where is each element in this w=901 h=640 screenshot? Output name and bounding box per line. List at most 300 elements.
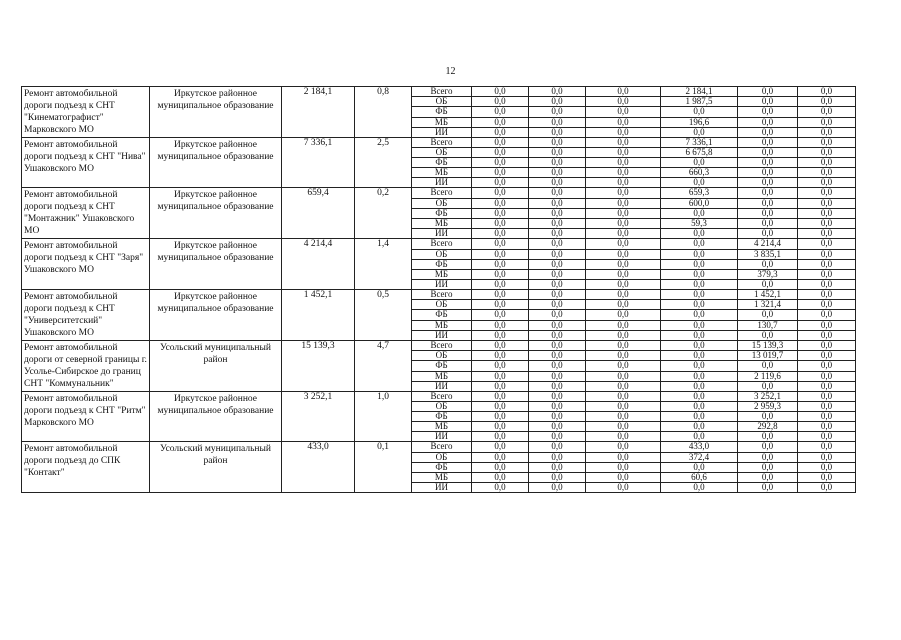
amount-cell: 0,0 xyxy=(798,269,856,279)
amount-cell: 0,0 xyxy=(738,482,798,492)
amount-cell: 0,0 xyxy=(472,269,529,279)
amount-cell: 0,0 xyxy=(586,371,661,381)
table-row xyxy=(22,239,856,249)
project-name: Ремонт автомобильной дороги подъезд к СНТ "Нива" Ушаковского МО xyxy=(22,138,150,188)
amount-cell: 60,6 xyxy=(661,472,738,482)
amount-cell: 0,0 xyxy=(586,97,661,107)
amount-cell: 0,0 xyxy=(738,208,798,218)
amount-cell: 3 252,1 xyxy=(738,391,798,401)
amount-cell: 0,0 xyxy=(472,371,529,381)
amount-cell: 0,0 xyxy=(661,208,738,218)
amount-cell: 2 184,1 xyxy=(661,87,738,97)
funding-source: ИИ xyxy=(412,381,472,391)
amount-cell: 0,0 xyxy=(586,259,661,269)
amount-cell: 0,0 xyxy=(586,219,661,229)
amount-cell: 0,0 xyxy=(472,310,529,320)
amount-cell: 0,0 xyxy=(472,462,529,472)
funding-source: МБ xyxy=(412,269,472,279)
amount-cell: 0,0 xyxy=(529,442,586,452)
total-cost: 659,4 xyxy=(282,188,355,239)
amount-cell: 0,0 xyxy=(798,249,856,259)
amount-cell: 0,0 xyxy=(798,340,856,350)
amount-cell: 0,0 xyxy=(738,330,798,340)
amount-cell: 15 139,3 xyxy=(738,340,798,350)
territory: Иркутское районное муниципальное образование xyxy=(150,289,282,340)
amount-cell: 0,0 xyxy=(586,229,661,239)
amount-cell: 0,0 xyxy=(661,371,738,381)
funding-source: МБ xyxy=(412,320,472,330)
territory: Усольский муниципальный район xyxy=(150,340,282,391)
funding-source: ИИ xyxy=(412,330,472,340)
table-row xyxy=(22,340,856,350)
amount-cell: 0,0 xyxy=(661,482,738,492)
funding-source: МБ xyxy=(412,117,472,127)
amount-cell: 0,0 xyxy=(798,422,856,432)
amount-cell: 0,0 xyxy=(529,371,586,381)
funding-source: ФБ xyxy=(412,158,472,168)
amount-cell: 0,0 xyxy=(661,381,738,391)
funding-source: ИИ xyxy=(412,229,472,239)
amount-cell: 0,0 xyxy=(586,422,661,432)
amount-cell: 0,0 xyxy=(738,381,798,391)
amount-cell: 0,0 xyxy=(472,158,529,168)
funding-source: ОБ xyxy=(412,97,472,107)
total-cost: 4 214,4 xyxy=(282,239,355,289)
amount-cell: 0,0 xyxy=(661,259,738,269)
amount-cell: 0,0 xyxy=(798,330,856,340)
amount-cell: 0,0 xyxy=(586,300,661,310)
amount-cell: 0,0 xyxy=(472,107,529,117)
road-length: 4,7 xyxy=(355,340,412,391)
amount-cell: 0,0 xyxy=(586,188,661,198)
funding-source: ИИ xyxy=(412,127,472,137)
amount-cell: 0,0 xyxy=(798,259,856,269)
amount-cell: 0,0 xyxy=(472,127,529,137)
amount-cell: 0,0 xyxy=(738,138,798,148)
amount-cell: 0,0 xyxy=(586,239,661,249)
amount-cell: 0,0 xyxy=(798,117,856,127)
amount-cell: 0,0 xyxy=(661,391,738,401)
amount-cell: 0,0 xyxy=(738,412,798,422)
amount-cell: 0,0 xyxy=(586,442,661,452)
amount-cell: 0,0 xyxy=(738,148,798,158)
amount-cell: 0,0 xyxy=(529,310,586,320)
amount-cell: 0,0 xyxy=(661,289,738,299)
amount-cell: 0,0 xyxy=(798,472,856,482)
amount-cell: 0,0 xyxy=(472,117,529,127)
amount-cell: 0,0 xyxy=(798,279,856,289)
amount-cell: 0,0 xyxy=(798,127,856,137)
amount-cell: 0,0 xyxy=(586,87,661,97)
project-name: Ремонт автомобильной дороги подъезд к СНТ "Заря" Ушаковского МО xyxy=(22,239,150,289)
total-cost: 1 452,1 xyxy=(282,289,355,340)
funding-source: Всего xyxy=(412,391,472,401)
amount-cell: 2 959,3 xyxy=(738,402,798,412)
amount-cell: 0,0 xyxy=(472,340,529,350)
amount-cell: 0,0 xyxy=(738,432,798,442)
amount-cell: 0,0 xyxy=(472,168,529,178)
amount-cell: 0,0 xyxy=(472,229,529,239)
amount-cell: 433,0 xyxy=(661,442,738,452)
amount-cell: 0,0 xyxy=(738,178,798,188)
funding-source: ОБ xyxy=(412,402,472,412)
territory: Иркутское районное муниципальное образование xyxy=(150,391,282,441)
funding-source: МБ xyxy=(412,422,472,432)
funding-source: ИИ xyxy=(412,432,472,442)
amount-cell: 0,0 xyxy=(661,269,738,279)
amount-cell: 0,0 xyxy=(529,289,586,299)
funding-source: Всего xyxy=(412,138,472,148)
table-row xyxy=(22,391,856,401)
amount-cell: 0,0 xyxy=(798,381,856,391)
road-length: 1,4 xyxy=(355,239,412,289)
funding-source: ФБ xyxy=(412,208,472,218)
amount-cell: 0,0 xyxy=(586,402,661,412)
amount-cell: 0,0 xyxy=(586,452,661,462)
amount-cell: 0,0 xyxy=(586,289,661,299)
funding-source: Всего xyxy=(412,289,472,299)
amount-cell: 0,0 xyxy=(738,310,798,320)
territory: Иркутское районное муниципальное образование xyxy=(150,239,282,289)
amount-cell: 0,0 xyxy=(798,442,856,452)
total-cost: 433,0 xyxy=(282,442,355,492)
amount-cell: 372,4 xyxy=(661,452,738,462)
amount-cell: 0,0 xyxy=(798,87,856,97)
amount-cell: 4 214,4 xyxy=(738,239,798,249)
amount-cell: 0,0 xyxy=(661,310,738,320)
amount-cell: 0,0 xyxy=(661,330,738,340)
funding-source: ФБ xyxy=(412,310,472,320)
amount-cell: 0,0 xyxy=(798,391,856,401)
amount-cell: 7 336,1 xyxy=(661,138,738,148)
funding-source: ФБ xyxy=(412,412,472,422)
amount-cell: 0,0 xyxy=(798,198,856,208)
amount-cell: 0,0 xyxy=(529,269,586,279)
amount-cell: 0,0 xyxy=(529,97,586,107)
amount-cell: 0,0 xyxy=(586,178,661,188)
funding-source: ИИ xyxy=(412,482,472,492)
amount-cell: 0,0 xyxy=(472,259,529,269)
amount-cell: 0,0 xyxy=(738,229,798,239)
amount-cell: 0,0 xyxy=(738,188,798,198)
amount-cell: 0,0 xyxy=(472,138,529,148)
funding-source: ОБ xyxy=(412,452,472,462)
amount-cell: 0,0 xyxy=(586,138,661,148)
amount-cell: 0,0 xyxy=(586,198,661,208)
amount-cell: 3 835,1 xyxy=(738,249,798,259)
amount-cell: 0,0 xyxy=(472,249,529,259)
road-length: 0,5 xyxy=(355,289,412,340)
amount-cell: 0,0 xyxy=(472,87,529,97)
amount-cell: 0,0 xyxy=(529,198,586,208)
amount-cell: 0,0 xyxy=(586,381,661,391)
amount-cell: 0,0 xyxy=(661,422,738,432)
amount-cell: 0,0 xyxy=(661,462,738,472)
amount-cell: 0,0 xyxy=(661,229,738,239)
amount-cell: 0,0 xyxy=(798,412,856,422)
amount-cell: 0,0 xyxy=(798,432,856,442)
amount-cell: 0,0 xyxy=(798,310,856,320)
territory: Усольский муниципальный район xyxy=(150,442,282,492)
amount-cell: 0,0 xyxy=(798,239,856,249)
table-row xyxy=(22,138,856,148)
amount-cell: 0,0 xyxy=(529,381,586,391)
amount-cell: 0,0 xyxy=(529,320,586,330)
amount-cell: 0,0 xyxy=(798,158,856,168)
amount-cell: 0,0 xyxy=(661,402,738,412)
territory: Иркутское районное муниципальное образование xyxy=(150,188,282,239)
amount-cell: 0,0 xyxy=(586,351,661,361)
amount-cell: 0,0 xyxy=(661,412,738,422)
amount-cell: 659,3 xyxy=(661,188,738,198)
project-name: Ремонт автомобильной дороги подъезд к СНТ "Университетский" Ушаковского МО xyxy=(22,289,150,340)
funding-source: ИИ xyxy=(412,279,472,289)
amount-cell: 59,3 xyxy=(661,219,738,229)
funding-source: ОБ xyxy=(412,148,472,158)
amount-cell: 0,0 xyxy=(472,482,529,492)
funding-source: Всего xyxy=(412,239,472,249)
amount-cell: 660,3 xyxy=(661,168,738,178)
amount-cell: 0,0 xyxy=(529,239,586,249)
funding-source: ФБ xyxy=(412,361,472,371)
amount-cell: 0,0 xyxy=(586,320,661,330)
amount-cell: 0,0 xyxy=(472,198,529,208)
amount-cell: 0,0 xyxy=(472,300,529,310)
amount-cell: 0,0 xyxy=(586,148,661,158)
amount-cell: 0,0 xyxy=(586,158,661,168)
amount-cell: 0,0 xyxy=(798,361,856,371)
table-row xyxy=(22,442,856,452)
amount-cell: 0,0 xyxy=(529,300,586,310)
amount-cell: 196,6 xyxy=(661,117,738,127)
amount-cell: 0,0 xyxy=(661,361,738,371)
amount-cell: 1 321,4 xyxy=(738,300,798,310)
project-name: Ремонт автомобильной дороги подъезд к СНТ "Ритм" Марковского МО xyxy=(22,391,150,441)
amount-cell: 0,0 xyxy=(529,148,586,158)
funding-source: ОБ xyxy=(412,198,472,208)
amount-cell: 0,0 xyxy=(661,432,738,442)
amount-cell: 0,0 xyxy=(798,320,856,330)
amount-cell: 0,0 xyxy=(529,330,586,340)
amount-cell: 0,0 xyxy=(586,361,661,371)
amount-cell: 0,0 xyxy=(661,351,738,361)
amount-cell: 0,0 xyxy=(472,148,529,158)
amount-cell: 0,0 xyxy=(472,442,529,452)
amount-cell: 0,0 xyxy=(661,340,738,350)
amount-cell: 0,0 xyxy=(529,127,586,137)
table-row xyxy=(22,87,856,97)
amount-cell: 0,0 xyxy=(661,320,738,330)
amount-cell: 0,0 xyxy=(472,330,529,340)
funding-source: МБ xyxy=(412,219,472,229)
amount-cell: 0,0 xyxy=(586,482,661,492)
amount-cell: 0,0 xyxy=(661,178,738,188)
amount-cell: 0,0 xyxy=(661,279,738,289)
amount-cell: 0,0 xyxy=(738,97,798,107)
amount-cell: 0,0 xyxy=(529,472,586,482)
amount-cell: 1 452,1 xyxy=(738,289,798,299)
table-row xyxy=(22,289,856,299)
amount-cell: 0,0 xyxy=(798,452,856,462)
territory: Иркутское районное муниципальное образование xyxy=(150,138,282,188)
road-repair-budget-table xyxy=(21,86,856,493)
amount-cell: 0,0 xyxy=(529,412,586,422)
amount-cell: 0,0 xyxy=(798,148,856,158)
amount-cell: 0,0 xyxy=(529,402,586,412)
amount-cell: 0,0 xyxy=(529,87,586,97)
amount-cell: 0,0 xyxy=(586,472,661,482)
total-cost: 3 252,1 xyxy=(282,391,355,441)
amount-cell: 0,0 xyxy=(798,208,856,218)
amount-cell: 0,0 xyxy=(529,208,586,218)
amount-cell: 0,0 xyxy=(738,442,798,452)
funding-source: ИИ xyxy=(412,178,472,188)
project-name: Ремонт автомобильной дороги подъезд до СПК "Контакт" xyxy=(22,442,150,492)
road-length: 0,1 xyxy=(355,442,412,492)
territory: Иркутское районное муниципальное образование xyxy=(150,87,282,138)
amount-cell: 2 119,6 xyxy=(738,371,798,381)
amount-cell: 0,0 xyxy=(529,432,586,442)
amount-cell: 0,0 xyxy=(586,391,661,401)
amount-cell: 0,0 xyxy=(529,422,586,432)
amount-cell: 6 675,8 xyxy=(661,148,738,158)
amount-cell: 0,0 xyxy=(798,97,856,107)
amount-cell: 0,0 xyxy=(586,249,661,259)
page-number: 12 xyxy=(445,66,456,77)
amount-cell: 0,0 xyxy=(738,259,798,269)
total-cost: 2 184,1 xyxy=(282,87,355,138)
amount-cell: 0,0 xyxy=(472,239,529,249)
amount-cell: 0,0 xyxy=(586,127,661,137)
funding-source: МБ xyxy=(412,472,472,482)
amount-cell: 0,0 xyxy=(738,117,798,127)
amount-cell: 0,0 xyxy=(529,229,586,239)
amount-cell: 0,0 xyxy=(798,168,856,178)
amount-cell: 0,0 xyxy=(586,279,661,289)
amount-cell: 0,0 xyxy=(798,219,856,229)
amount-cell: 0,0 xyxy=(798,371,856,381)
amount-cell: 0,0 xyxy=(472,279,529,289)
amount-cell: 0,0 xyxy=(529,462,586,472)
amount-cell: 0,0 xyxy=(738,107,798,117)
amount-cell: 292,8 xyxy=(738,422,798,432)
amount-cell: 0,0 xyxy=(798,300,856,310)
amount-cell: 0,0 xyxy=(529,168,586,178)
amount-cell: 0,0 xyxy=(472,402,529,412)
amount-cell: 0,0 xyxy=(738,158,798,168)
amount-cell: 0,0 xyxy=(472,361,529,371)
funding-source: Всего xyxy=(412,340,472,350)
funding-source: ОБ xyxy=(412,300,472,310)
amount-cell: 0,0 xyxy=(529,178,586,188)
funding-source: Всего xyxy=(412,188,472,198)
amount-cell: 0,0 xyxy=(798,178,856,188)
amount-cell: 0,0 xyxy=(472,452,529,462)
funding-source: ФБ xyxy=(412,462,472,472)
funding-source: Всего xyxy=(412,442,472,452)
amount-cell: 0,0 xyxy=(586,330,661,340)
amount-cell: 0,0 xyxy=(529,259,586,269)
road-length: 0,8 xyxy=(355,87,412,138)
amount-cell: 0,0 xyxy=(472,219,529,229)
amount-cell: 0,0 xyxy=(738,87,798,97)
table-row xyxy=(22,188,856,198)
amount-cell: 0,0 xyxy=(472,208,529,218)
project-name: Ремонт автомобильной дороги от северной границы г. Усолье-Сибирское до границ СНТ "Коммунальник" xyxy=(22,340,150,391)
amount-cell: 0,0 xyxy=(586,107,661,117)
funding-source: МБ xyxy=(412,168,472,178)
amount-cell: 0,0 xyxy=(472,289,529,299)
amount-cell: 0,0 xyxy=(586,168,661,178)
amount-cell: 379,3 xyxy=(738,269,798,279)
road-length: 1,0 xyxy=(355,391,412,441)
amount-cell: 0,0 xyxy=(798,289,856,299)
amount-cell: 0,0 xyxy=(472,188,529,198)
amount-cell: 0,0 xyxy=(472,391,529,401)
amount-cell: 0,0 xyxy=(472,412,529,422)
project-name: Ремонт автомобильной дороги подъезд к СНТ "Монтажник" Ушаковского МО xyxy=(22,188,150,239)
amount-cell: 0,0 xyxy=(798,107,856,117)
amount-cell: 0,0 xyxy=(529,158,586,168)
amount-cell: 0,0 xyxy=(472,381,529,391)
amount-cell: 0,0 xyxy=(586,117,661,127)
amount-cell: 0,0 xyxy=(586,432,661,442)
amount-cell: 0,0 xyxy=(472,351,529,361)
amount-cell: 0,0 xyxy=(586,310,661,320)
amount-cell: 0,0 xyxy=(529,138,586,148)
amount-cell: 0,0 xyxy=(472,178,529,188)
funding-source: Всего xyxy=(412,87,472,97)
amount-cell: 0,0 xyxy=(661,158,738,168)
amount-cell: 0,0 xyxy=(798,188,856,198)
amount-cell: 0,0 xyxy=(472,97,529,107)
amount-cell: 0,0 xyxy=(529,107,586,117)
amount-cell: 0,0 xyxy=(529,117,586,127)
amount-cell: 0,0 xyxy=(529,249,586,259)
total-cost: 7 336,1 xyxy=(282,138,355,188)
amount-cell: 13 019,7 xyxy=(738,351,798,361)
funding-source: ОБ xyxy=(412,249,472,259)
amount-cell: 0,0 xyxy=(529,279,586,289)
amount-cell: 0,0 xyxy=(661,107,738,117)
amount-cell: 0,0 xyxy=(738,452,798,462)
amount-cell: 0,0 xyxy=(798,351,856,361)
amount-cell: 1 987,5 xyxy=(661,97,738,107)
amount-cell: 0,0 xyxy=(586,269,661,279)
amount-cell: 0,0 xyxy=(472,432,529,442)
funding-source: ФБ xyxy=(412,107,472,117)
amount-cell: 0,0 xyxy=(472,422,529,432)
amount-cell: 0,0 xyxy=(529,482,586,492)
amount-cell: 0,0 xyxy=(661,127,738,137)
amount-cell: 0,0 xyxy=(738,279,798,289)
amount-cell: 0,0 xyxy=(661,239,738,249)
project-name: Ремонт автомобильной дороги подъезд к СНТ "Кинематографист" Марковского МО xyxy=(22,87,150,138)
amount-cell: 0,0 xyxy=(798,482,856,492)
amount-cell: 0,0 xyxy=(798,138,856,148)
amount-cell: 0,0 xyxy=(586,412,661,422)
amount-cell: 0,0 xyxy=(529,340,586,350)
amount-cell: 0,0 xyxy=(529,361,586,371)
amount-cell: 0,0 xyxy=(661,249,738,259)
funding-source: ФБ xyxy=(412,259,472,269)
amount-cell: 130,7 xyxy=(738,320,798,330)
amount-cell: 0,0 xyxy=(798,229,856,239)
amount-cell: 0,0 xyxy=(586,462,661,472)
amount-cell: 0,0 xyxy=(529,452,586,462)
amount-cell: 0,0 xyxy=(738,198,798,208)
amount-cell: 0,0 xyxy=(529,188,586,198)
